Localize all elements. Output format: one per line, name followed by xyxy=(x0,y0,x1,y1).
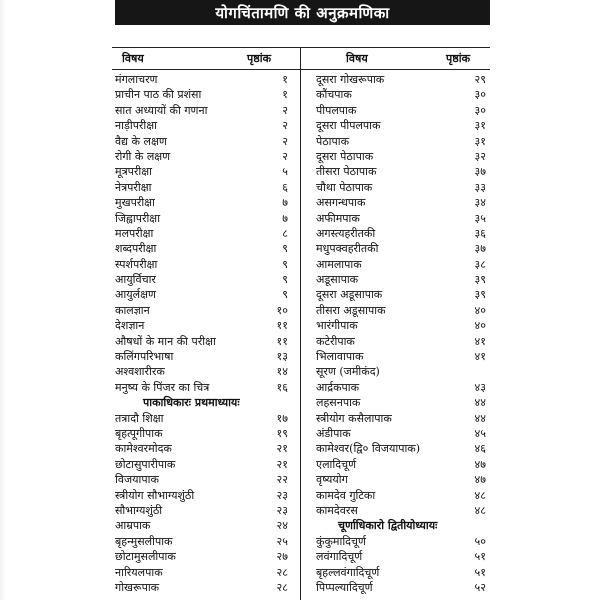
index-entry xyxy=(316,164,486,179)
entry-title: पेठापाक xyxy=(316,134,350,148)
index-entry xyxy=(316,303,486,318)
entry-page-number: ३० xyxy=(474,88,486,102)
entry-page-number: ५१ xyxy=(474,565,486,579)
index-entry xyxy=(316,211,486,226)
index-entry xyxy=(115,549,288,564)
right-subject-header: विषय xyxy=(346,52,368,65)
entry-page-number: ३५ xyxy=(474,211,486,225)
entry-page-number: १० xyxy=(276,303,288,317)
entry-page-number: १६ xyxy=(276,380,288,394)
entry-title: मंगलाचरण xyxy=(115,73,158,86)
index-entry xyxy=(115,164,288,179)
index-entry xyxy=(316,272,486,287)
entry-title: नाड़ीपरीक्षा xyxy=(115,119,158,133)
entry-page-number: २१ xyxy=(276,442,288,456)
entry-title: दूसरा पीपलपाक xyxy=(316,119,381,133)
index-entry xyxy=(316,149,486,164)
entry-title: मूत्रपरीक्षा xyxy=(115,165,152,179)
index-entry xyxy=(115,211,288,226)
index-entry xyxy=(115,318,288,333)
index-entry xyxy=(316,195,486,210)
index-entry xyxy=(316,472,486,487)
entry-page-number: ४३ xyxy=(474,380,486,394)
entry-title: कामेश्वरमोदक xyxy=(115,442,172,456)
index-entry xyxy=(115,87,288,102)
entry-title: आर्द्रकपाक xyxy=(316,380,360,394)
index-entry xyxy=(115,257,288,272)
entry-page-number: ५ xyxy=(282,165,288,179)
index-entry xyxy=(316,580,486,595)
entry-page-number: ३३ xyxy=(474,180,486,194)
entry-title: वृष्ययोग xyxy=(316,473,348,487)
index-entry xyxy=(115,580,288,595)
entry-title: पिप्पल्यादिचूर्ण xyxy=(316,580,373,594)
index-entry xyxy=(115,441,288,456)
entry-title: सूरण (जमीकंद) xyxy=(316,365,380,379)
entry-title: लहसनपाक xyxy=(316,396,361,410)
index-entry xyxy=(115,103,288,118)
entry-page-number: ६ xyxy=(282,180,288,194)
index-entry xyxy=(316,426,486,441)
index-entry xyxy=(316,488,486,503)
entry-page-number: ४५ xyxy=(474,426,486,440)
index-entry xyxy=(316,318,486,333)
entry-page-number: ३१ xyxy=(474,119,486,133)
entry-title: सात अध्यायों की गणना xyxy=(115,103,208,117)
entry-page-number: २४ xyxy=(276,519,288,533)
index-entry xyxy=(115,380,288,395)
entry-page-number: ३८ xyxy=(474,257,486,271)
index-entry xyxy=(115,195,288,210)
entry-title: स्त्रीयोग कसैलापाक xyxy=(316,411,392,425)
entry-title: दूसरा अडूसापाक xyxy=(316,288,383,302)
entry-page-number: २५ xyxy=(276,534,288,548)
index-entry xyxy=(115,272,288,287)
entry-title: अंडीपाक xyxy=(316,426,351,440)
index-entry xyxy=(115,287,288,302)
entry-page-number: ७ xyxy=(282,196,288,210)
index-entry xyxy=(115,72,288,87)
entry-title: नारियलपाक xyxy=(115,565,163,579)
column-divider xyxy=(300,47,301,600)
entry-page-number: २२ xyxy=(276,473,288,487)
entry-page-number: ४० xyxy=(474,303,486,317)
entry-page-number: ९ xyxy=(282,288,288,302)
entry-page-number: ३९ xyxy=(474,288,486,302)
entry-title: भारंगीपाक xyxy=(316,319,358,333)
entry-page-number: २३ xyxy=(276,503,288,517)
index-entry xyxy=(115,534,288,549)
left-subject-header: विषय xyxy=(122,52,144,65)
entry-title: छोटामुसलीपाक xyxy=(115,550,176,564)
entry-title: अश्वशारीरक xyxy=(115,365,165,379)
entry-title: गोखरूपाक xyxy=(115,580,160,594)
entry-page-number: ४८ xyxy=(474,503,486,517)
index-entry xyxy=(316,364,486,379)
index-entry xyxy=(115,565,288,580)
entry-title: स्पर्शपरीक्षा xyxy=(115,257,158,271)
index-entry xyxy=(115,241,288,256)
index-entry xyxy=(115,226,288,241)
entry-page-number: १७ xyxy=(276,411,288,425)
entry-page-number: २९ xyxy=(474,73,486,86)
entry-title: अफीमपाक xyxy=(316,211,360,225)
index-entry xyxy=(115,149,288,164)
entry-page-number: २३ xyxy=(276,488,288,502)
index-entry xyxy=(316,549,486,564)
entry-page-number: ९ xyxy=(282,273,288,287)
entry-page-number: ३० xyxy=(474,103,486,117)
index-entry xyxy=(115,118,288,133)
section-heading xyxy=(316,518,486,533)
index-entry xyxy=(316,257,486,272)
entry-title: बृहन्मुसलीपाक xyxy=(115,534,173,548)
entry-page-number: २ xyxy=(282,149,288,163)
index-entry xyxy=(316,457,486,472)
entry-title: कामेश्वर(द्वि० विजयापाक) xyxy=(316,442,421,456)
index-entry xyxy=(115,457,288,472)
entry-page-number: ३७ xyxy=(474,165,486,179)
index-title: योगचिंतामणि की अनुक्रमणिका xyxy=(115,0,490,25)
entry-title: अडूसापाक xyxy=(316,273,359,287)
entry-page-number: ४८ xyxy=(474,488,486,502)
entry-page-number: १३ xyxy=(276,350,288,364)
entry-page-number: २८ xyxy=(276,565,288,579)
entry-title: कुंकुमादिचूर्ण xyxy=(316,534,366,548)
section-heading xyxy=(115,395,288,410)
entry-title: लवंगादिचूर्ण xyxy=(316,550,363,564)
entry-title: आयुर्लक्षण xyxy=(115,288,156,302)
entry-page-number: ७ xyxy=(282,211,288,225)
entry-title: कालज्ञान xyxy=(115,303,150,317)
entry-title: औषधों के मान की परीक्षा xyxy=(115,334,216,348)
entry-title: बृहत्पूगीपाक xyxy=(115,426,163,440)
entry-page-number: ३७ xyxy=(474,242,486,256)
index-entry xyxy=(316,103,486,118)
entry-page-number: ५० xyxy=(474,534,486,548)
entry-title: देशज्ञान xyxy=(115,319,145,333)
entry-page-number: १९ xyxy=(276,426,288,440)
entry-title: प्राचीन पाठ की प्रशंसा xyxy=(115,88,202,102)
entry-page-number: ३२ xyxy=(474,149,486,163)
entry-title: कामदेव गुटिका xyxy=(316,488,376,502)
right-index-list xyxy=(316,72,486,595)
entry-title: स्त्रीयोग सौभाग्यशुंठी xyxy=(115,488,195,502)
index-entry xyxy=(316,441,486,456)
entry-page-number: ८ xyxy=(282,226,288,240)
index-entry xyxy=(115,180,288,195)
entry-title: शब्दपरीक्षा xyxy=(115,242,157,256)
entry-title: आयुर्विचार xyxy=(115,273,156,287)
header-top-rule xyxy=(112,47,490,48)
entry-title: वैद्य के लक्षण xyxy=(115,134,167,148)
page-edge-shadow xyxy=(0,0,6,600)
index-entry xyxy=(316,226,486,241)
entry-page-number: ९ xyxy=(282,242,288,256)
entry-page-number: ४१ xyxy=(474,350,486,364)
entry-page-number: ५१ xyxy=(474,550,486,564)
index-entry xyxy=(115,411,288,426)
index-entry xyxy=(316,72,486,87)
entry-page-number: १ xyxy=(282,88,288,102)
entry-page-number: ४६ xyxy=(474,442,486,456)
entry-page-number: ११ xyxy=(276,319,288,333)
entry-page-number: ४७ xyxy=(474,473,486,487)
index-entry xyxy=(115,503,288,518)
entry-title: तीसरा अडूसापाक xyxy=(316,303,386,317)
entry-page-number: २७ xyxy=(276,550,288,564)
entry-page-number: ३९ xyxy=(474,273,486,287)
entry-title: जिह्वापरीक्षा xyxy=(115,211,161,225)
index-entry xyxy=(316,503,486,518)
entry-page-number: ४० xyxy=(474,319,486,333)
entry-page-number: २१ xyxy=(276,457,288,471)
index-entry xyxy=(115,518,288,533)
entry-title: मुखपरीक्षा xyxy=(115,196,155,210)
entry-title: पाकाधिकारः प्रथमाध्यायः xyxy=(143,396,240,410)
entry-title: आम्रपाक xyxy=(115,519,151,533)
entry-title: तीसरा पेठापाक xyxy=(316,165,377,179)
entry-page-number: २८ xyxy=(276,580,288,594)
index-entry xyxy=(316,349,486,364)
entry-title: तत्रादौ शिक्षा xyxy=(115,411,164,425)
entry-page-number: ९ xyxy=(282,257,288,271)
index-entry xyxy=(115,472,288,487)
entry-page-number: ४१ xyxy=(474,334,486,348)
entry-title: बृहल्लवंगादिचूर्ण xyxy=(316,565,380,579)
index-entry xyxy=(316,411,486,426)
entry-title: छोटासुपारीपाक xyxy=(115,457,176,471)
index-entry xyxy=(316,180,486,195)
index-entry xyxy=(316,118,486,133)
index-entry xyxy=(316,534,486,549)
entry-title: दूसरा पेठापाक xyxy=(316,149,374,163)
entry-title: मनुष्य के पिंजर का चित्र xyxy=(115,380,210,394)
entry-title: विजयापाक xyxy=(115,473,159,487)
entry-title: असगन्धपाक xyxy=(316,196,366,210)
entry-page-number: ३६ xyxy=(474,226,486,240)
entry-page-number: २ xyxy=(282,103,288,117)
index-entry xyxy=(115,134,288,149)
index-entry xyxy=(115,349,288,364)
index-entry xyxy=(115,426,288,441)
entry-title: कलिंगपरिभाषा xyxy=(115,350,174,364)
entry-title: सौभाग्यशुंठी xyxy=(115,503,163,517)
header-bottom-rule xyxy=(112,69,490,70)
entry-page-number: ४४ xyxy=(474,396,486,410)
entry-page-number: १ xyxy=(282,73,288,86)
entry-page-number: ३४ xyxy=(474,196,486,210)
entry-title: चूर्णाधिकारो द्वितीयोध्यायः xyxy=(338,519,438,533)
entry-title: एलादिचूर्ण xyxy=(316,457,357,471)
entry-page-number: ११ xyxy=(276,334,288,348)
index-entry xyxy=(316,134,486,149)
index-entry xyxy=(115,488,288,503)
index-entry xyxy=(316,395,486,410)
entry-page-number: ४७ xyxy=(474,457,486,471)
index-entry xyxy=(115,364,288,379)
entry-title: भिलावापाक xyxy=(316,350,364,364)
entry-title: कामदेवरस xyxy=(316,503,358,517)
entry-title: चौथा पेठापाक xyxy=(316,180,373,194)
entry-page-number: १४ xyxy=(276,365,288,379)
index-entry xyxy=(316,241,486,256)
index-entry xyxy=(316,87,486,102)
index-entry xyxy=(316,287,486,302)
entry-title: दूसरा गोखरूपाक xyxy=(316,73,385,86)
entry-title: मधुपक्वहरीतकी xyxy=(316,242,379,256)
right-page-header: पृष्ठांक xyxy=(446,52,471,65)
entry-title: अगस्त्यहरीतकी xyxy=(316,226,376,240)
entry-title: मलपरीक्षा xyxy=(115,226,154,240)
entry-page-number: ३१ xyxy=(474,134,486,148)
entry-title: पीपलपाक xyxy=(316,103,357,117)
entry-title: कटेरीपाक xyxy=(316,334,355,348)
entry-title: आमलापाक xyxy=(316,257,362,271)
entry-page-number: ५२ xyxy=(474,580,486,594)
index-entry xyxy=(316,565,486,580)
left-page-header: पृष्ठांक xyxy=(247,52,272,65)
entry-title: कौंचपाक xyxy=(316,88,352,102)
index-entry xyxy=(115,334,288,349)
entry-page-number: २ xyxy=(282,134,288,148)
entry-page-number: २ xyxy=(282,119,288,133)
index-entry xyxy=(316,334,486,349)
entry-title: रोगी के लक्षण xyxy=(115,149,171,163)
entry-title: नेत्रपरीक्षा xyxy=(115,180,152,194)
index-entry xyxy=(316,380,486,395)
index-entry xyxy=(115,303,288,318)
left-index-list xyxy=(115,72,288,595)
entry-page-number: ४४ xyxy=(474,411,486,425)
